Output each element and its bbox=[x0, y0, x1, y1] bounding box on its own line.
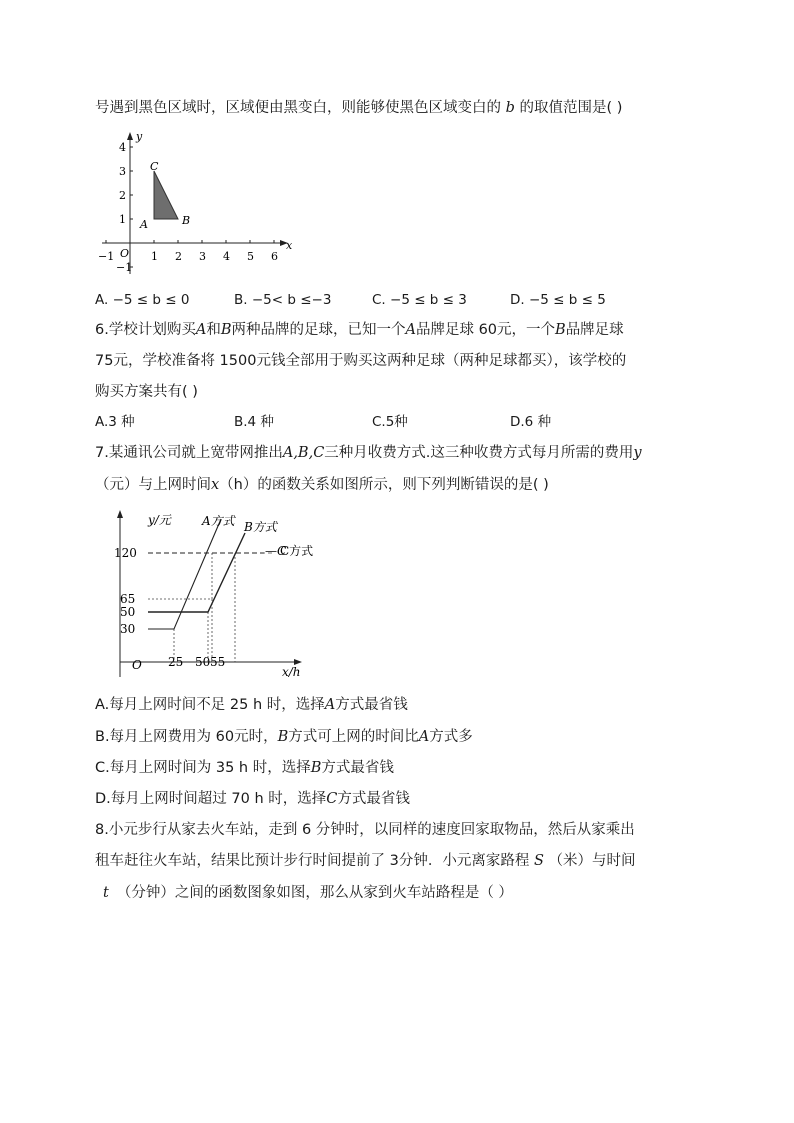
q7-option-b-text-tail: 方式多 bbox=[429, 729, 473, 745]
q5-stem-text: 号遇到黑色区域时，区域便由黑变白，则能够使黑色区域变白的 bbox=[95, 100, 501, 116]
q6-var: A bbox=[195, 322, 207, 338]
q5-triangle-abc bbox=[154, 171, 178, 219]
q5-y-tick-label: 3 bbox=[119, 165, 126, 178]
q5-x-tick-label: 4 bbox=[223, 250, 230, 263]
q6-text: 两种品牌的足球，已知一个 bbox=[231, 322, 406, 338]
q7-option-b-text: B.每月上网费用为 60元时， bbox=[95, 729, 278, 745]
q6-option-c[interactable]: C.5种 bbox=[372, 414, 408, 430]
q7-x-axis-label: x/h bbox=[282, 665, 301, 679]
q7-text: 三种月收费方式.这三种收费方式每月所需的费用 bbox=[324, 445, 634, 461]
q7-text: 7.某通讯公司就上宽带网推出 bbox=[95, 445, 283, 461]
q5-x-axis-label: x bbox=[286, 239, 293, 252]
q6-stem-line2: 75元，学校准备将 1500元钱全部用于购买这两种足球（两种足球都买），该学校的 bbox=[95, 353, 627, 369]
q7-option-b[interactable] bbox=[95, 727, 473, 747]
q8-var-t: t bbox=[103, 885, 109, 901]
q7-x-tick-label: 25 bbox=[168, 655, 184, 669]
q7-series-a-label: A方式 bbox=[202, 514, 235, 528]
q7-stem-line2 bbox=[95, 475, 549, 495]
q5-x-tick-label: 3 bbox=[199, 250, 206, 263]
q7-y-tick-label: 120 bbox=[114, 546, 137, 560]
q7-option-c[interactable] bbox=[95, 758, 394, 778]
q5-x-tick-label: 5 bbox=[247, 250, 254, 263]
q8-text-tail: （米）与时间 bbox=[548, 853, 636, 869]
q5-point-c-label: C bbox=[150, 160, 159, 173]
q7-y-axis-label: y/元 bbox=[148, 513, 171, 527]
q6-text: 6.学校计划购买 bbox=[95, 322, 196, 338]
q7-option-b-text-mid: 方式可上网的时间比 bbox=[288, 729, 419, 745]
q7-option-b-var2: A bbox=[418, 729, 430, 745]
q6-option-a[interactable]: A.3 种 bbox=[95, 414, 135, 430]
q7-option-d-text-tail: 方式最省钱 bbox=[337, 791, 410, 807]
q7-option-a[interactable] bbox=[95, 695, 408, 715]
q5-origin-label: O bbox=[120, 247, 130, 260]
q7-option-d[interactable] bbox=[95, 789, 410, 809]
q7-origin-label: O bbox=[132, 658, 142, 672]
q6-text: 品牌足球 60元，一个 bbox=[415, 322, 556, 338]
q8-stem-line2 bbox=[95, 851, 636, 871]
q5-point-b-label: B bbox=[182, 214, 191, 227]
q7-var: x bbox=[211, 477, 220, 493]
q7-option-a-text-tail: 方式最省钱 bbox=[335, 697, 408, 713]
q7-option-a-var: A bbox=[324, 697, 336, 713]
q5-option-a[interactable]: A. −5 ≤ b ≤ 0 bbox=[95, 292, 190, 308]
q6-stem-line3: 购买方案共有( ) bbox=[95, 384, 198, 400]
q5-option-d[interactable]: D. −5 ≤ b ≤ 5 bbox=[510, 292, 606, 308]
q7-series-c-label: —C bbox=[265, 544, 287, 558]
q7-x-tick-label: 50 bbox=[195, 655, 211, 669]
q5-y-tick-label: 2 bbox=[119, 189, 126, 202]
q7-option-c-text-tail: 方式最省钱 bbox=[321, 760, 394, 776]
q6-option-b[interactable]: B.4 种 bbox=[234, 414, 274, 430]
q7-y-tick-label: 30 bbox=[120, 622, 136, 636]
q7-var: A,B,C bbox=[282, 445, 325, 461]
q8-stem-line1: 8.小元步行从家去火车站，走到 6 分钟时，以同样的速度回家取物品，然后从家乘出 bbox=[95, 822, 635, 838]
q5-x-tick-label: 1 bbox=[151, 250, 158, 263]
q5-option-b[interactable]: B. −5< b ≤−3 bbox=[234, 292, 332, 308]
q6-text: 和 bbox=[206, 322, 221, 338]
q6-var: B bbox=[555, 322, 566, 338]
q6-stem-line1 bbox=[95, 320, 624, 340]
q6-var: B bbox=[220, 322, 232, 338]
q7-text: （h）的函数关系如图所示，则下列判断错误的是( ) bbox=[219, 477, 549, 493]
q5-x-tick-label: −1 bbox=[98, 250, 115, 263]
q7-var: y bbox=[633, 445, 642, 461]
q6-text: 品牌足球 bbox=[565, 322, 624, 338]
q5-point-a-label: A bbox=[140, 218, 148, 231]
q5-stem-tail: 的取值范围是( ) bbox=[519, 100, 623, 116]
q7-option-d-text: D.每月上网时间超过 70 h 时，选择 bbox=[95, 791, 327, 807]
q5-y-tick-label: 4 bbox=[119, 141, 126, 154]
q7-option-c-text: C.每月上网时间为 35 h 时，选择 bbox=[95, 760, 311, 776]
q8-text: 租车赶往火车站，结果比预计步行时间提前了 3分钟．小元离家路程 bbox=[95, 853, 530, 869]
q7-series-c-name: C方式 bbox=[280, 544, 314, 558]
q5-x-tick-label: 2 bbox=[175, 250, 182, 263]
q8-stem-line3 bbox=[95, 883, 513, 903]
q7-series-b-line bbox=[148, 533, 245, 612]
q6-var: A bbox=[405, 322, 416, 338]
q7-stem-line1 bbox=[95, 443, 642, 463]
q7-option-b-var: B bbox=[277, 729, 289, 745]
q5-y-tick-label: −1 bbox=[116, 261, 133, 274]
q8-text: （分钟）之间的函数图象如图，那么从家到火车站路程是（ ） bbox=[116, 885, 513, 901]
q6-option-d[interactable]: D.6 种 bbox=[510, 414, 552, 430]
q7-option-a-text: A.每月上网时间不足 25 h 时，选择 bbox=[95, 697, 325, 713]
q7-function-graph bbox=[112, 505, 317, 680]
q5-x-tick-label: 6 bbox=[271, 250, 278, 263]
q7-y-tick-label: 65 bbox=[120, 592, 136, 606]
q7-y-tick-label: 50 bbox=[120, 605, 136, 619]
q5-coordinate-figure bbox=[96, 128, 301, 278]
q5-var-b: b bbox=[505, 100, 515, 116]
q7-option-c-var: B bbox=[310, 760, 322, 776]
q8-var-s: S bbox=[533, 853, 544, 869]
q7-option-d-var: C bbox=[326, 791, 338, 807]
q5-stem bbox=[95, 98, 622, 118]
q7-series-b-label: B方式 bbox=[244, 520, 277, 534]
q7-x-tick-label: 55 bbox=[210, 655, 226, 669]
q5-y-tick-label: 1 bbox=[119, 213, 126, 226]
q5-y-axis-label: y bbox=[136, 130, 143, 143]
q5-option-c[interactable]: C. −5 ≤ b ≤ 3 bbox=[372, 292, 467, 308]
q7-text: （元）与上网时间 bbox=[95, 477, 211, 493]
